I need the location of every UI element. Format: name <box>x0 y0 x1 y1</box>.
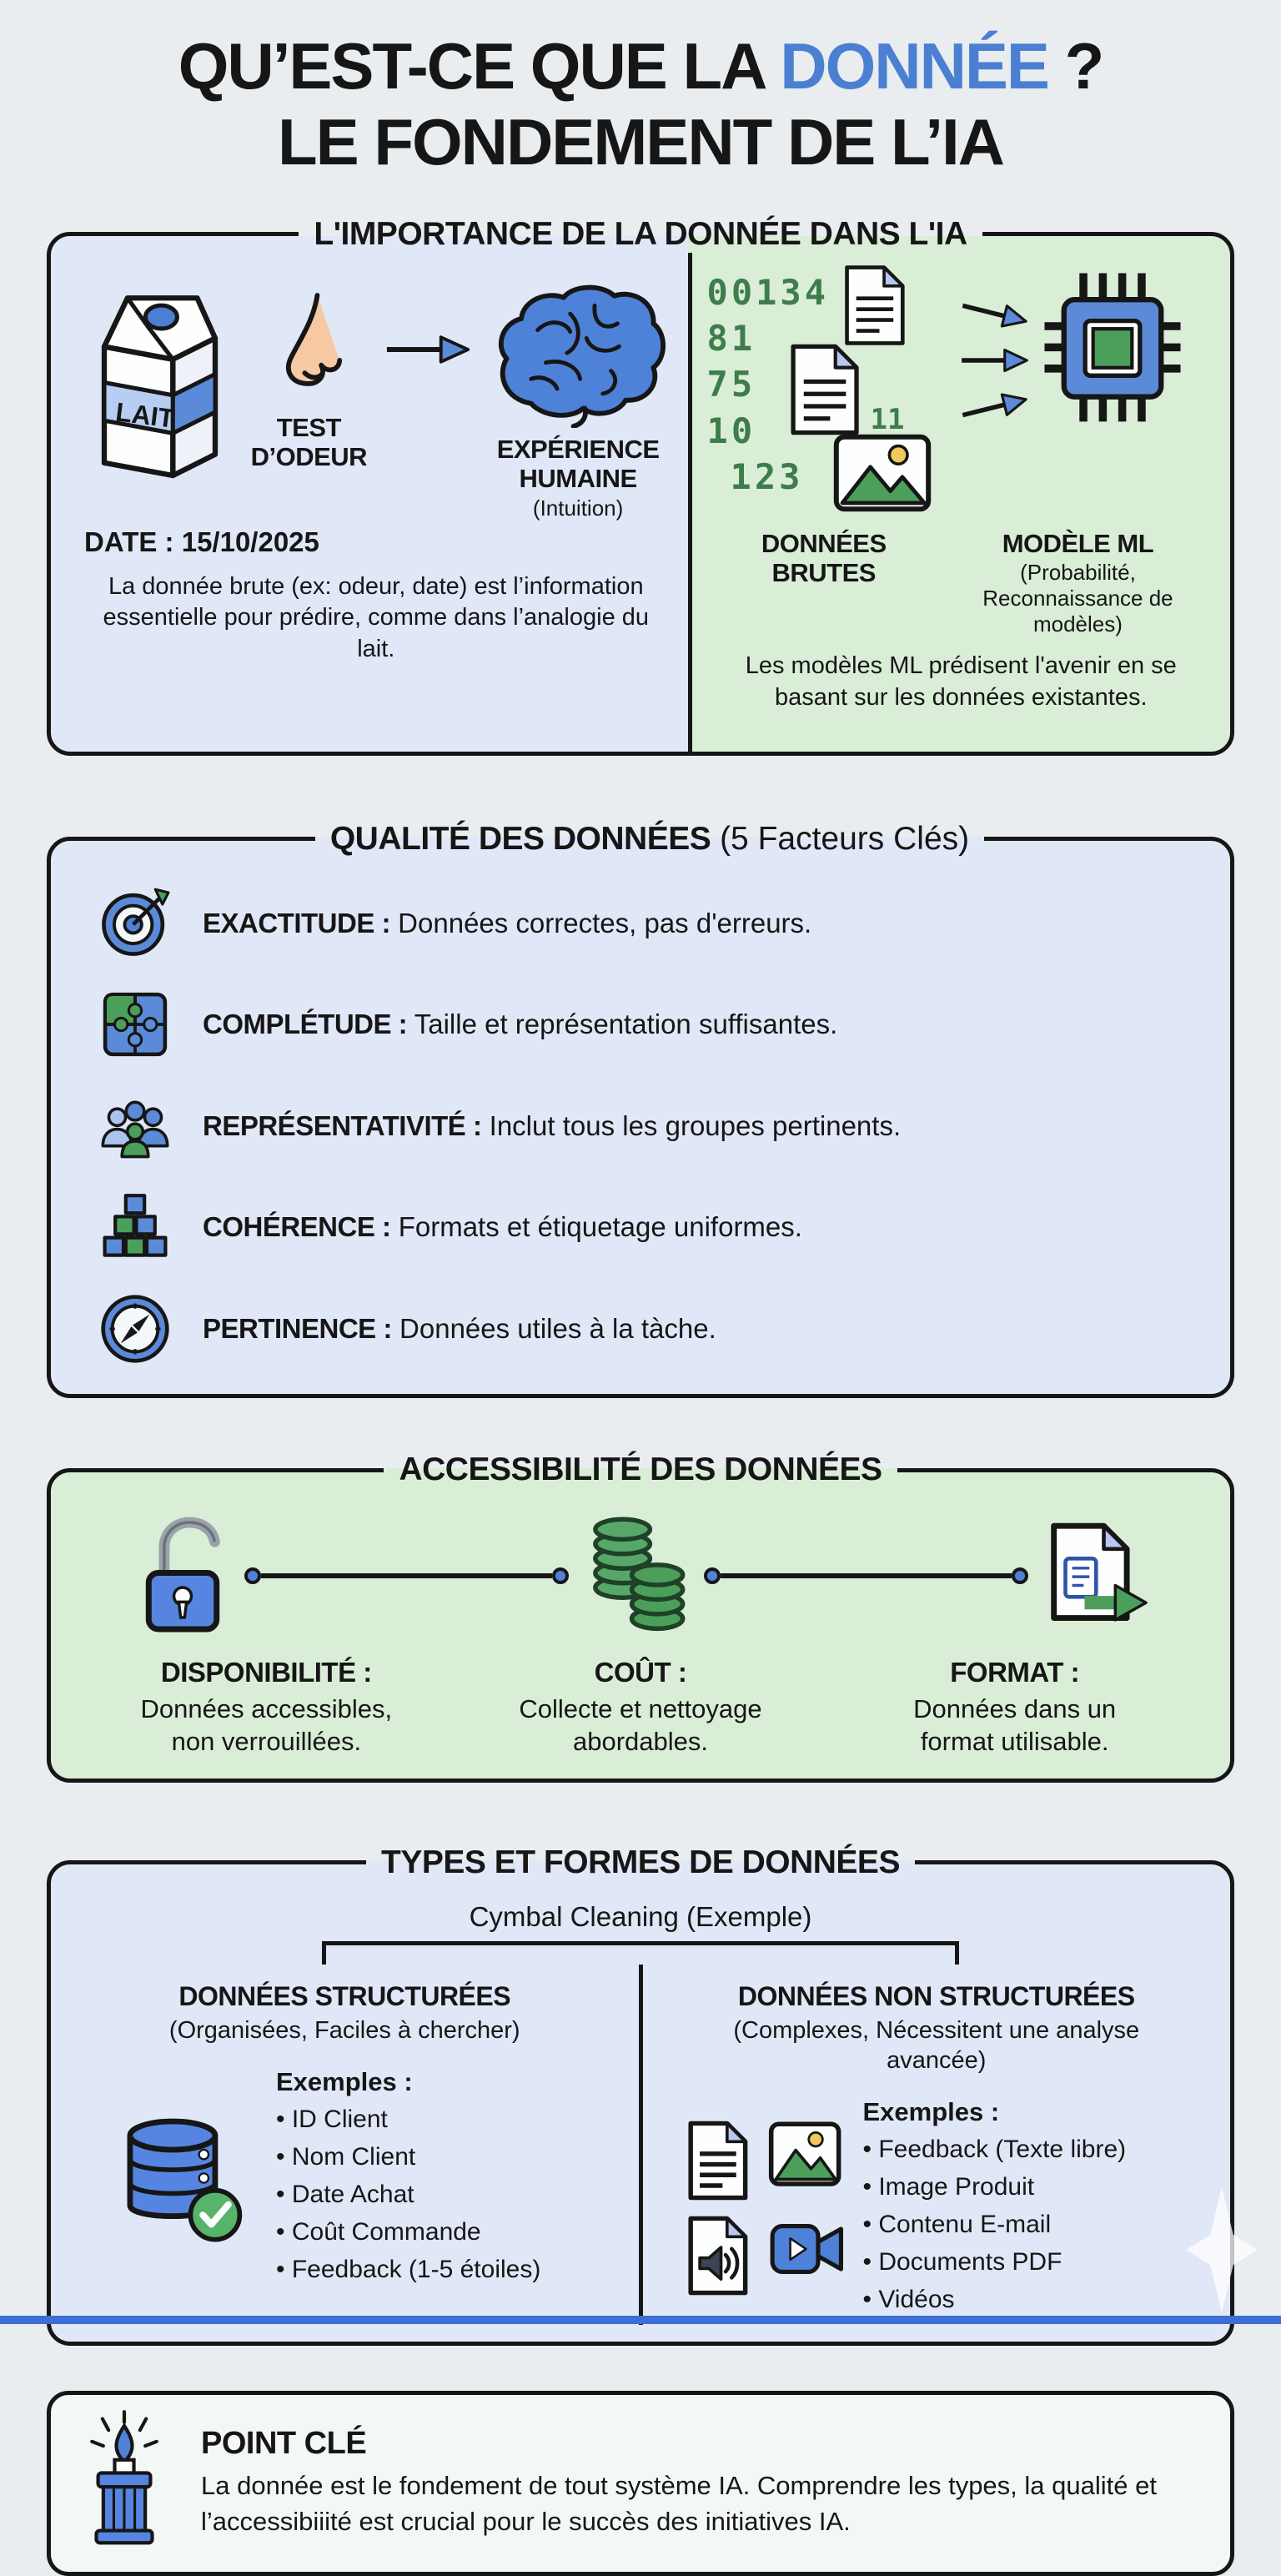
accessibility-item: COÛT : Collecte et nettoyage abordables. <box>519 1657 762 1757</box>
list-item: • Vidéos <box>863 2281 1127 2318</box>
list-item: • Date Achat <box>276 2176 540 2213</box>
unstructured-examples: Exemples : • Feedback (Texte libre) • Image Produit • Contenu E-mail • Documents PDF • Vidéos <box>863 2097 1127 2318</box>
list-item: • Documents PDF <box>863 2243 1127 2281</box>
accessibility-item: DISPONIBILITÉ : Données accessibles, non verrouillées. <box>140 1657 393 1757</box>
date-value: 15/10/2025 <box>181 526 319 557</box>
section-quality <box>47 821 1234 1399</box>
structured-examples: Exemples : • ID Client • Nom Client • Date Achat • Coût Commande • Feedback (1-5 étoiles) <box>276 2067 540 2288</box>
text-document-icon <box>681 2119 756 2202</box>
arrow-right-icon <box>384 333 474 366</box>
section-importance <box>47 216 1234 756</box>
keypoint-heading: POINT CLÉ <box>201 2426 367 2462</box>
raw-number-extra: 11 <box>870 402 905 436</box>
ml-model-sub2: Reconnaissance de modèles) <box>982 586 1173 637</box>
database-check-icon <box>109 2107 251 2249</box>
milk-carton-icon <box>73 268 231 489</box>
raw-numbers-block: 00134 81 75 10 123 11 <box>707 269 957 524</box>
structured-column <box>51 1965 639 2326</box>
section-importance-heading: L'IMPORTANCE DE LA DONNÉE DANS L'IA <box>314 215 967 252</box>
title-accent-word: DONNÉE <box>780 29 1048 103</box>
unstructured-column <box>639 1965 1231 2326</box>
compass-icon <box>99 1292 171 1366</box>
people-group-icon <box>99 1092 171 1160</box>
quality-item: COHÉRENCE : Formats et étiquetage uniformes. <box>99 1183 1200 1271</box>
importance-left-caption: La donnée brute (ex: odeur, date) est l’information essentielle pour prédire, comme dans l’analogie du lait. <box>103 572 650 663</box>
list-item: • Feedback (Texte libre) <box>863 2131 1127 2168</box>
importance-right-caption: Les modèles ML prédisent l'avenir en se basant sur les données existantes. <box>745 652 1177 711</box>
quality-item: PERTINENCE : Données utiles à la tàche. <box>99 1285 1200 1373</box>
quality-item: REPRÉSENTATIVITÉ : Inclut tous les groupes pertinents. <box>99 1082 1200 1170</box>
date-line: DATE : 15/10/2025 <box>84 526 319 557</box>
unstructured-icons <box>681 2119 843 2297</box>
list-item: • Contenu E-mail <box>863 2206 1127 2243</box>
milk-carton-label: LAIT <box>113 395 177 434</box>
importance-left-panel <box>51 253 688 752</box>
image-icon <box>768 2119 843 2202</box>
list-item: • Image Produit <box>863 2168 1127 2206</box>
section-quality-heading: QUALITÉ DES DONNÉES (5 Facteurs Clés) <box>329 820 970 857</box>
sparkle-watermark <box>1186 2187 1258 2312</box>
section-types <box>47 1844 1234 2347</box>
section-keypoint <box>47 2391 1234 2576</box>
section-types-heading: TYPES ET FORMES DE DONNÉES <box>381 1844 900 1880</box>
quality-item: COMPLÉTUDE : Taille et représentation suffisantes. <box>99 980 1200 1069</box>
connector-segment <box>704 1567 1028 1584</box>
unstructured-title: DONNÉES NON STRUCTURÉES <box>737 1980 1135 2011</box>
section-accessibility-heading: ACCESSIBILITÉ DES DONNÉES <box>399 1452 882 1488</box>
document-icon <box>784 341 864 438</box>
list-item: • Feedback (1-5 étoiles) <box>276 2251 540 2288</box>
structured-title: DONNÉES STRUCTURÉES <box>178 1980 511 2011</box>
importance-right-panel <box>688 253 1230 752</box>
ml-model-sub1: (Probabilité, <box>1020 560 1136 586</box>
unlock-icon <box>129 1510 236 1642</box>
title-line2: LE FONDEMENT DE L’IA <box>277 105 1004 179</box>
connector-segment <box>244 1567 569 1584</box>
ml-model-label: MODÈLE ML <box>1002 528 1154 558</box>
keypoint-body <box>201 2426 1193 2540</box>
chip-icon <box>1037 271 1188 426</box>
flow-arrows <box>959 299 1031 421</box>
tree-bracket <box>322 1941 959 1965</box>
document-icon <box>839 263 909 348</box>
types-subtitle: Cymbal Cleaning (Exemple) <box>469 1900 812 1932</box>
footer-accent-bar <box>0 2316 1281 2324</box>
puzzle-icon <box>99 989 171 1059</box>
structured-subtitle: (Organisées, Faciles à chercher) <box>168 2016 520 2044</box>
target-icon <box>99 887 171 958</box>
title-line1: QU’EST-CE QUE LA DONNÉE ? <box>178 29 1103 103</box>
experience-label: EXPÉRIENCE HUMAINE <box>496 434 660 494</box>
smell-test-label: TEST D’ODEUR <box>250 412 368 472</box>
image-icon <box>832 433 932 513</box>
list-item: • ID Client <box>276 2101 540 2138</box>
file-export-icon <box>1037 1517 1152 1634</box>
brain-icon <box>489 281 668 428</box>
list-item: • Coût Commande <box>276 2213 540 2251</box>
section-accessibility <box>47 1452 1234 1783</box>
quality-item: EXACTITUDE : Données correctes, pas d'erreurs. <box>99 879 1200 968</box>
audio-file-icon <box>681 2214 756 2297</box>
accessibility-item: FORMAT : Données dans un format utilisable. <box>913 1657 1117 1757</box>
coins-icon <box>577 1513 696 1638</box>
keypoint-text: La donnée est le fondement de tout système IA. Comprendre les types, la qualité et l’accessibiiité est crucial pour le succès des initiatives IA. <box>201 2471 1157 2536</box>
video-icon <box>768 2214 843 2297</box>
page-title <box>33 28 1248 181</box>
nose-icon <box>264 289 354 396</box>
unstructured-subtitle: (Complexes, Nécessitent une analyse avancée) <box>733 2016 1140 2075</box>
raw-data-label: DONNÉES BRUTES <box>761 528 887 588</box>
beacon-icon <box>76 2408 173 2557</box>
list-item: • Nom Client <box>276 2138 540 2176</box>
blocks-icon <box>99 1192 171 1262</box>
experience-sublabel: (Intuition) <box>532 495 624 521</box>
